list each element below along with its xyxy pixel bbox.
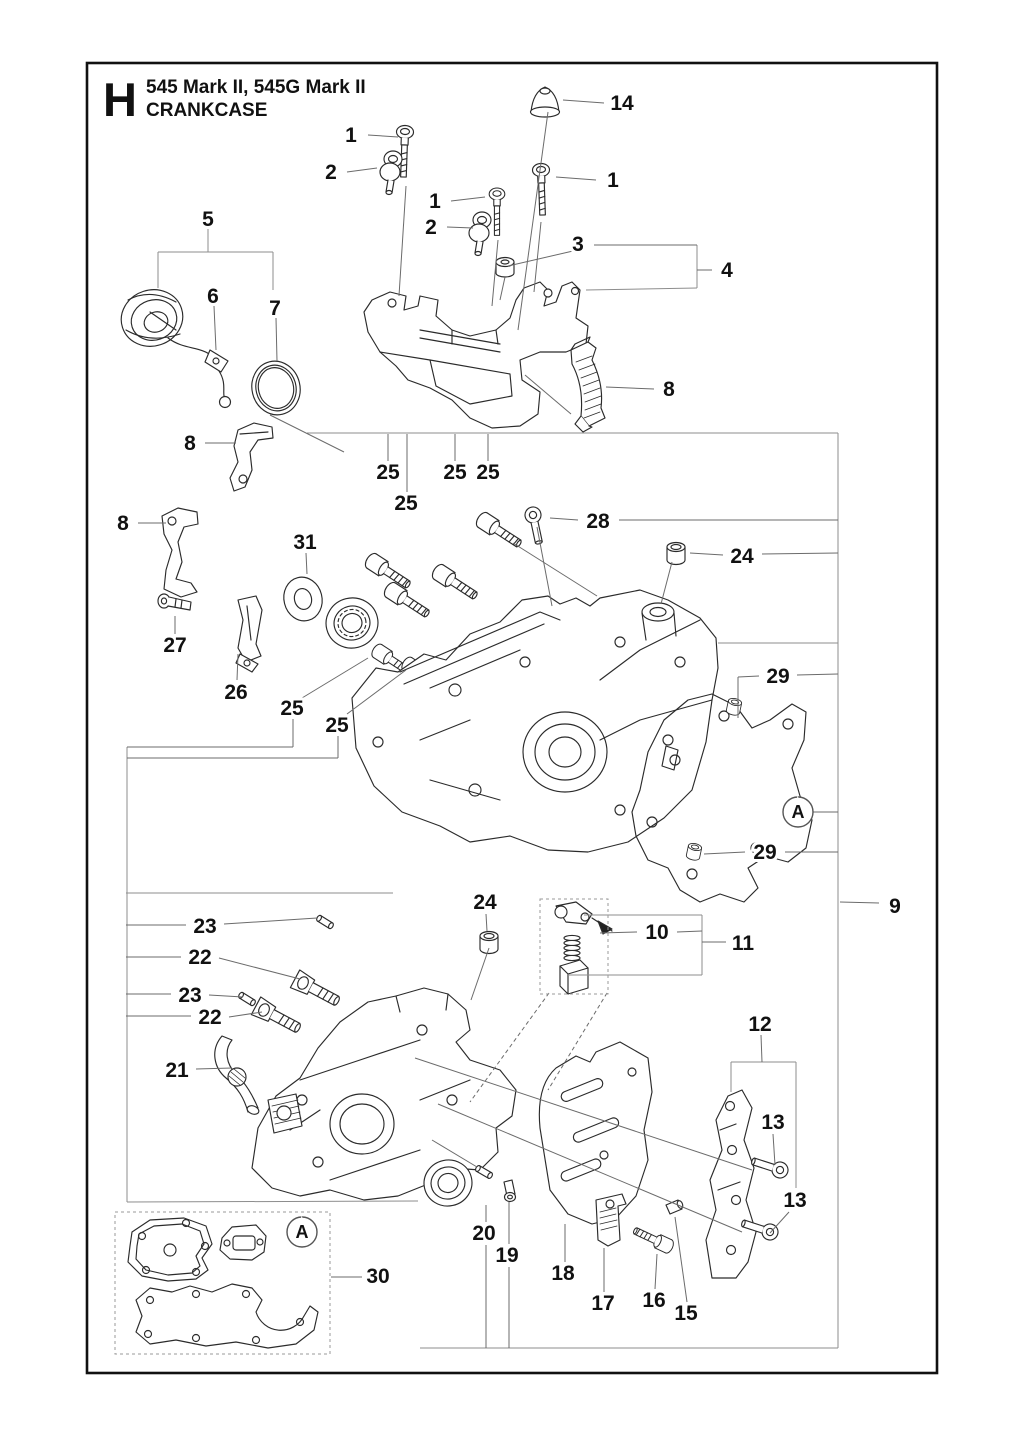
callout-label: 26 — [224, 681, 248, 704]
callout-leader — [209, 995, 243, 997]
callout-leader — [447, 227, 473, 228]
callout-label: 5 — [202, 208, 214, 231]
screw-drawing-1c — [489, 188, 505, 235]
callout-leader — [797, 674, 838, 675]
callout-leader — [761, 1035, 762, 1062]
section-letter: H — [103, 73, 137, 126]
callout-label: 8 — [663, 378, 675, 401]
ring-drawing-7 — [246, 356, 306, 420]
washer-drawing-31 — [279, 573, 327, 625]
callout-label: 24 — [473, 891, 497, 914]
callout-leader — [556, 177, 596, 180]
callout-label: 25 — [394, 492, 418, 515]
callout-label: 29 — [766, 665, 790, 688]
callout-label: 22 — [188, 946, 212, 969]
handle-mount-drawing-4 — [364, 282, 588, 428]
callout-label: 9 — [889, 895, 901, 918]
pin-drawing-23b — [238, 992, 257, 1007]
bolt-drawing-22a — [290, 970, 343, 1011]
callout-label: 25 — [376, 461, 400, 484]
part-leader-line — [500, 277, 505, 300]
callout-label: 23 — [178, 984, 202, 1007]
callout-label: 17 — [591, 1292, 615, 1315]
callout-leader — [606, 387, 654, 389]
callout-label: 1 — [607, 169, 619, 192]
sleeve-drawing-29b — [686, 842, 703, 861]
callout-label: 8 — [184, 432, 196, 455]
setscrew-drawing-15 — [666, 1200, 684, 1214]
callout-leader — [306, 553, 307, 574]
callout-label: 29 — [753, 841, 777, 864]
part-leader-line — [513, 543, 597, 596]
detail-marker-label: A — [295, 1222, 309, 1242]
callout-leader — [738, 676, 759, 677]
part-leader-line — [471, 948, 489, 1000]
clamp-drawing-2b — [469, 212, 491, 256]
part-leader-line — [399, 186, 406, 296]
callout-leader — [563, 100, 604, 103]
bearing-drawing — [321, 592, 384, 653]
callout-leader — [770, 1212, 789, 1233]
stud-drawing-20 — [475, 1165, 494, 1180]
grommet-drawing-3 — [496, 258, 514, 278]
callout-label: 16 — [642, 1289, 666, 1312]
sleeve-drawing-24a — [667, 543, 685, 565]
callout-label: 4 — [721, 259, 733, 282]
callout-label: 25 — [476, 461, 500, 484]
callout-label: 12 — [748, 1013, 772, 1036]
callout-label: 30 — [366, 1265, 390, 1288]
callout-leader — [773, 1134, 775, 1165]
callout-leader — [655, 1254, 657, 1289]
detail-marker-label: A — [791, 802, 805, 822]
callout-label: 14 — [610, 92, 634, 115]
callout-label: 15 — [674, 1302, 698, 1325]
cone-plug-drawing-14 — [531, 87, 560, 117]
callout-leader — [704, 852, 745, 854]
callout-label: 25 — [325, 714, 349, 737]
callout-label: 19 — [495, 1244, 519, 1267]
page-title-section: CRANKCASE — [146, 100, 268, 121]
screw-drawing-16 — [631, 1224, 675, 1255]
callout-leader — [677, 931, 702, 932]
sleeve-drawing-29a — [726, 697, 743, 716]
screw-drawing-13a — [749, 1153, 790, 1180]
callout-leader — [347, 168, 377, 172]
bracket-line — [127, 1201, 418, 1202]
callout-leader — [690, 553, 723, 555]
callout-leader — [762, 553, 838, 554]
pin-drawing-23a — [316, 915, 335, 930]
buffer-drawing-8c — [571, 337, 605, 432]
callout-label: 8 — [117, 512, 129, 535]
callout-label: 25 — [280, 697, 304, 720]
callout-label: 1 — [429, 190, 441, 213]
callout-leader — [237, 654, 238, 680]
callout-leader — [508, 251, 573, 266]
bolt-drawing-22b — [251, 997, 304, 1038]
callout-leader — [214, 306, 216, 350]
callout-label: 7 — [269, 297, 281, 320]
oil-pump-drawing — [268, 1094, 302, 1133]
callout-leader — [219, 958, 300, 979]
screw-drawing-25b — [430, 562, 481, 603]
screw-drawing-27 — [158, 594, 191, 610]
callout-label: 23 — [193, 915, 217, 938]
callout-leader — [224, 918, 317, 924]
callout-label: 24 — [730, 545, 754, 568]
bracket-drawing-8b — [162, 508, 198, 597]
screw-drawing-28 — [524, 506, 547, 546]
page-title-model: 545 Mark II, 545G Mark II — [146, 77, 366, 98]
part-leader-line — [661, 562, 672, 604]
callout-leader — [840, 902, 879, 903]
callout-label: 1 — [345, 124, 357, 147]
callout-leader — [550, 518, 578, 520]
plate-drawing-12 — [706, 1090, 756, 1278]
clip-drawing-17 — [596, 1194, 626, 1246]
callout-label: 3 — [572, 233, 584, 256]
bracket-line — [586, 288, 697, 290]
callout-label: 13 — [783, 1189, 807, 1212]
bracket-drawing-8a — [230, 423, 273, 491]
callout-label: 18 — [551, 1262, 575, 1285]
clamp-drawing-2a — [380, 151, 402, 195]
callout-label: 13 — [761, 1111, 785, 1134]
callout-leader — [486, 914, 487, 931]
callout-label: 11 — [731, 932, 755, 955]
callout-label: 6 — [207, 285, 219, 308]
callout-label: 25 — [443, 461, 467, 484]
callout-label: 22 — [198, 1006, 222, 1029]
guide-drawing-26 — [236, 596, 262, 672]
screw-drawing-19 — [504, 1180, 516, 1202]
callout-label: 10 — [645, 921, 669, 944]
callout-leader — [451, 197, 485, 201]
valve-kit-drawing-10-11 — [555, 902, 612, 994]
cover-drawing-18 — [539, 1042, 652, 1224]
callout-label: 21 — [165, 1059, 189, 1082]
callout-leader — [276, 318, 277, 361]
callout-label: 28 — [586, 510, 610, 533]
pickup-drawing-21 — [215, 1036, 260, 1116]
callout-label: 27 — [163, 634, 187, 657]
sleeve-drawing-24b — [480, 932, 498, 954]
callout-label: 31 — [293, 531, 317, 554]
callout-leader — [368, 135, 398, 137]
callout-label: 20 — [472, 1222, 496, 1245]
callout-label: 2 — [425, 216, 437, 239]
callout-label: 2 — [325, 161, 337, 184]
callout-leader — [675, 1217, 687, 1302]
